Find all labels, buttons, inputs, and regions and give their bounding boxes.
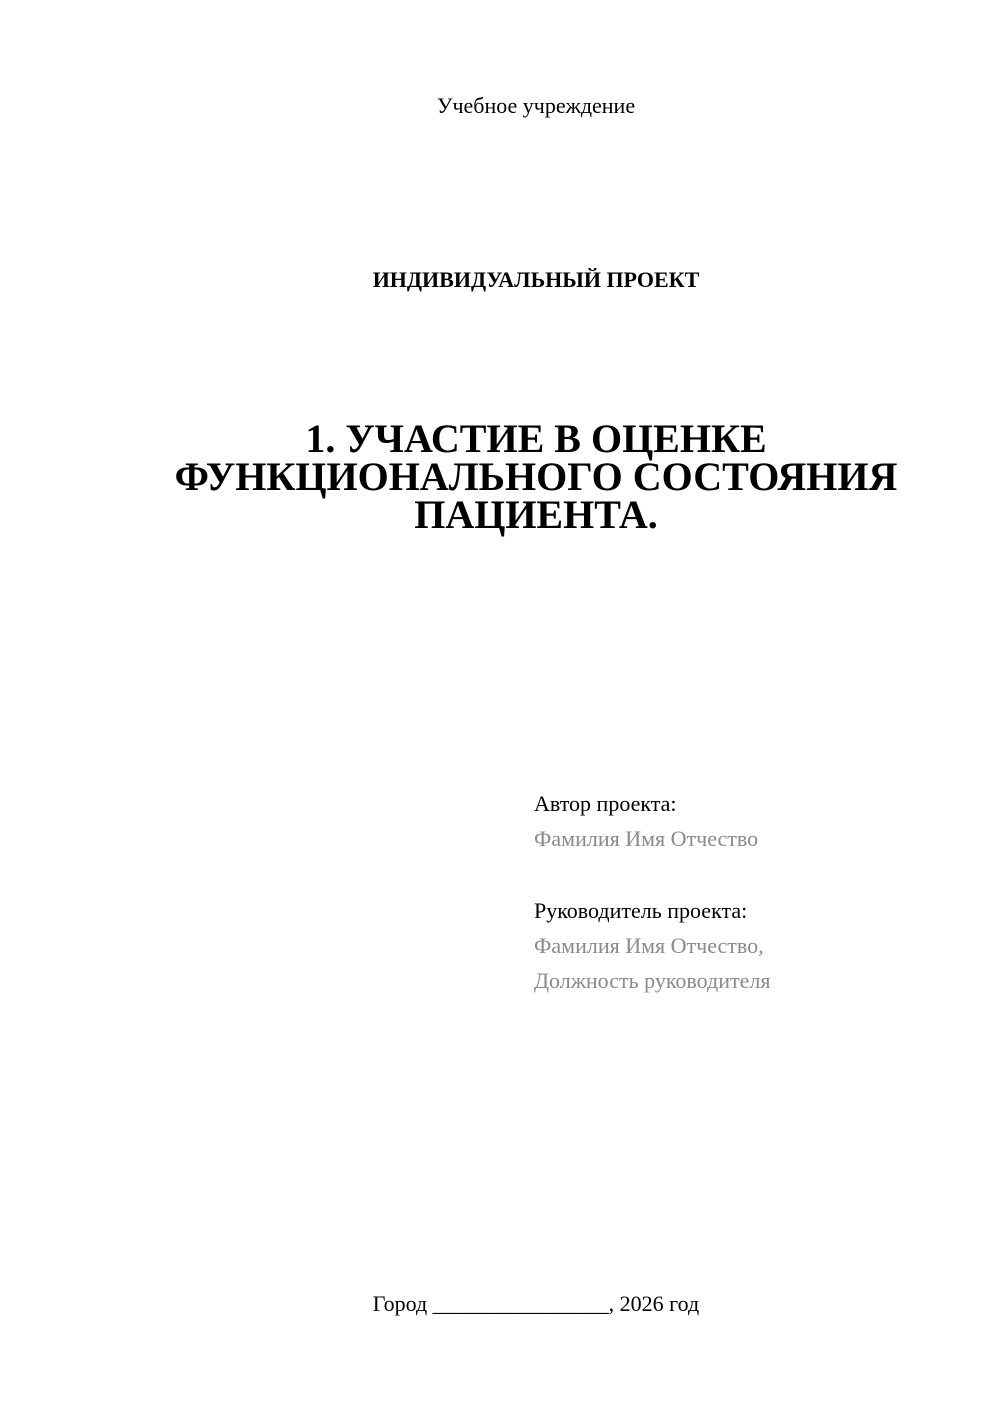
- document-type: ИНДИВИДУАЛЬНЫЙ ПРОЕКТ: [372, 267, 700, 292]
- supervisor-name-field[interactable]: Фамилия Имя Отчество,: [534, 933, 764, 958]
- project-title-line: 1. УЧАСТИЕ В ОЦЕНКЕ: [305, 416, 767, 461]
- project-title: [150, 416, 922, 537]
- project-title-line: ПАЦИЕНТА.: [414, 492, 658, 537]
- author-block: [534, 786, 974, 856]
- supervisor-position-field[interactable]: Должность руководителя: [534, 968, 771, 993]
- city-year-line: Город ________________, 2026 год: [372, 1291, 700, 1316]
- author-label: Автор проекта:: [534, 791, 677, 816]
- project-title-line: ФУНКЦИОНАЛЬНОГО СОСТОЯНИЯ: [174, 454, 898, 499]
- institution-name: Учебное учреждение: [436, 93, 636, 118]
- supervisor-block: [534, 893, 974, 998]
- supervisor-label: Руководитель проекта:: [534, 898, 748, 923]
- author-name-field[interactable]: Фамилия Имя Отчество: [534, 826, 759, 851]
